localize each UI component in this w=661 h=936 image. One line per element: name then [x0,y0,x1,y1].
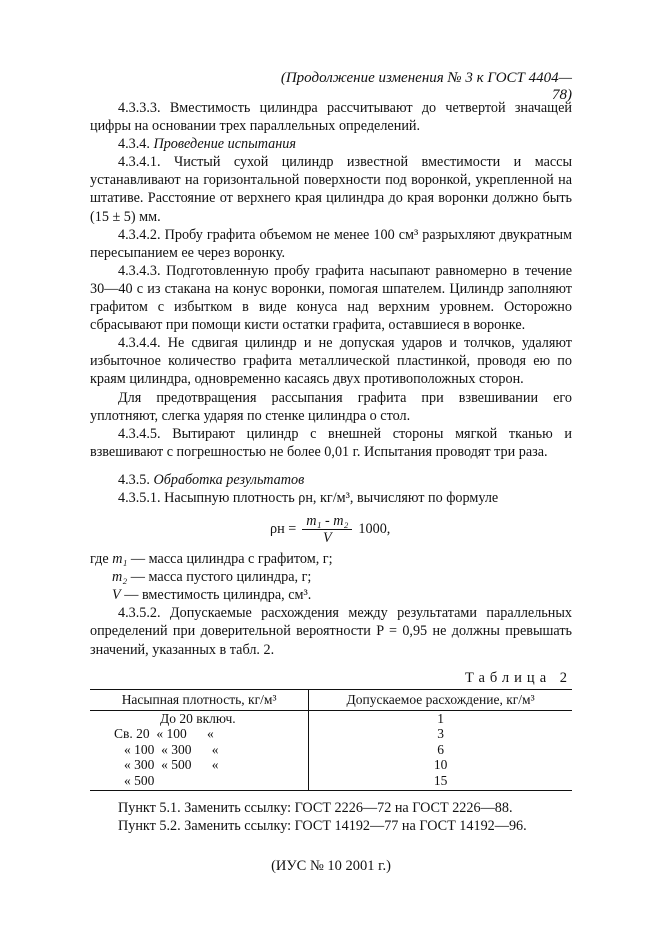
legend-row [90,568,572,586]
page-header: (Продолжение изменения № 3 к ГОСТ 4404—78) [280,70,572,103]
section-title: Обработка результатов [153,471,305,488]
column-header-tolerance: Допускаемое расхождение, кг/м³ [309,689,572,710]
legend-row [90,550,572,568]
legend-row [90,586,572,604]
formula-legend [90,550,572,604]
cell-density: До 20 включ. [90,710,309,726]
cell-tolerance: 1 [437,710,444,726]
legend-symbol: m₁ [112,551,128,568]
footer-note: (ИУС № 10 2001 г.) [271,858,391,875]
legend-text: — вместимость цилиндра, см³. [124,587,312,604]
paragraph-4-3-4-1: 4.3.4.1. Чистый сухой цилиндр известной вместимости и массы устанавливают на горизонтальной поверхности под воронкой, укрепленной на штативе. Расстояние от верхнего края цилиндра до края воронки должно быть (15 ± 5) мм. [90,154,572,225]
section-number: 4.3.5. [118,471,150,488]
cell-density: « 100 « 300 « [90,742,309,758]
tolerance-table [90,689,572,792]
paragraph-4-3-5-1: 4.3.5.1. Насыпную плотность ρн, кг/м³, вычисляют по формуле [118,489,499,506]
legend-symbol: V [112,587,121,604]
formula-lhs: ρн = [270,521,297,538]
legend-prefix: где [90,551,109,568]
paragraph-5-2: Пункт 5.2. Заменить ссылку: ГОСТ 14192—77 на ГОСТ 14192—96. [118,818,527,835]
paragraph-4-3-4-5: 4.3.4.5. Вытирают цилиндр с внешней стороны мягкой тканью и взвешивают с погрешностью не более 0,01 г. Испытания проводят три раза. [90,425,572,460]
paragraph-4-3-4-3: 4.3.4.3. Подготовленную пробу графита насыпают равномерно в течение 30—40 с из стакана на конус воронки, помогая шпателем. Цилиндр заполняют графитом с избытком в виде конуса над верхним уровнем. Осторожно сбрасывают при помощи кисти остатки графита, оставшиеся в воронке. [90,262,572,334]
paragraph-5-1: Пункт 5.1. Заменить ссылку: ГОСТ 2226—72 на ГОСТ 2226—88. [118,800,513,817]
paragraph-4-3-3-3: 4.3.3.3. Вместимость цилиндра рассчитывают до четвертой значащей цифры на основании трех параллельных определений. [90,100,572,135]
legend-text: — масса пустого цилиндра, г; [130,569,312,586]
paragraph-4-3-4-2: 4.3.4.2. Пробу графита объемом не менее 100 см³ разрыхляют двукратным пересыпанием ее через воронку. [90,226,572,261]
spacer [90,461,572,471]
section-4-3-5-heading [90,471,572,489]
section-4-3-4-heading [90,135,572,153]
cell-density: Св. 20 « 100 « [90,726,309,742]
cell-tolerance: 3 [437,726,444,742]
paragraph-4-3-5-2: 4.3.5.2. Допускаемые расхождения между результатами параллельных определений при доверительной вероятности P = 0,95 не должны превышать значений, указанных в табл. 2. [90,605,572,658]
formula-denominator: V [322,529,332,546]
section-number: 4.3.4. [118,136,150,153]
legend-text: — масса цилиндра с графитом, г; [130,551,333,568]
table-row [90,726,572,742]
cell-density: « 500 [90,773,309,791]
column-header-density: Насыпная плотность, кг/м³ [90,689,309,710]
cell-density: « 300 « 500 « [90,757,309,773]
formula-numerator: m₁ - m₂ [302,513,352,530]
formula-multiplier: 1000, [358,521,391,538]
table-row [90,742,572,758]
table-row [90,773,572,791]
spacer [90,791,572,799]
table-header-row [90,689,572,710]
table-row [90,710,572,726]
cell-tolerance: 6 [437,741,444,757]
density-formula [270,511,572,547]
table-caption: Таблица 2 [464,669,572,686]
cell-tolerance: 15 [309,773,572,791]
legend-symbol: m₂ [112,569,128,586]
table-row [90,757,572,773]
section-title: Проведение испытания [153,136,296,153]
paragraph-4-3-4-4: 4.3.4.4. Не сдвигая цилиндр и не допуская ударов и толчков, удаляют избыточное количество графита металлической пластинкой, проводя ею по краям цилиндра, одновременно касаясь двух противоположных сторон. [90,335,572,388]
cell-tolerance: 10 [433,757,448,773]
document-body [90,99,572,876]
paragraph-prevent: Для предотвращения рассыпания графита при взвешивании его уплотняют, слегка ударяя по стенке цилиндра о стол. [90,389,572,424]
formula-fraction [302,513,352,546]
